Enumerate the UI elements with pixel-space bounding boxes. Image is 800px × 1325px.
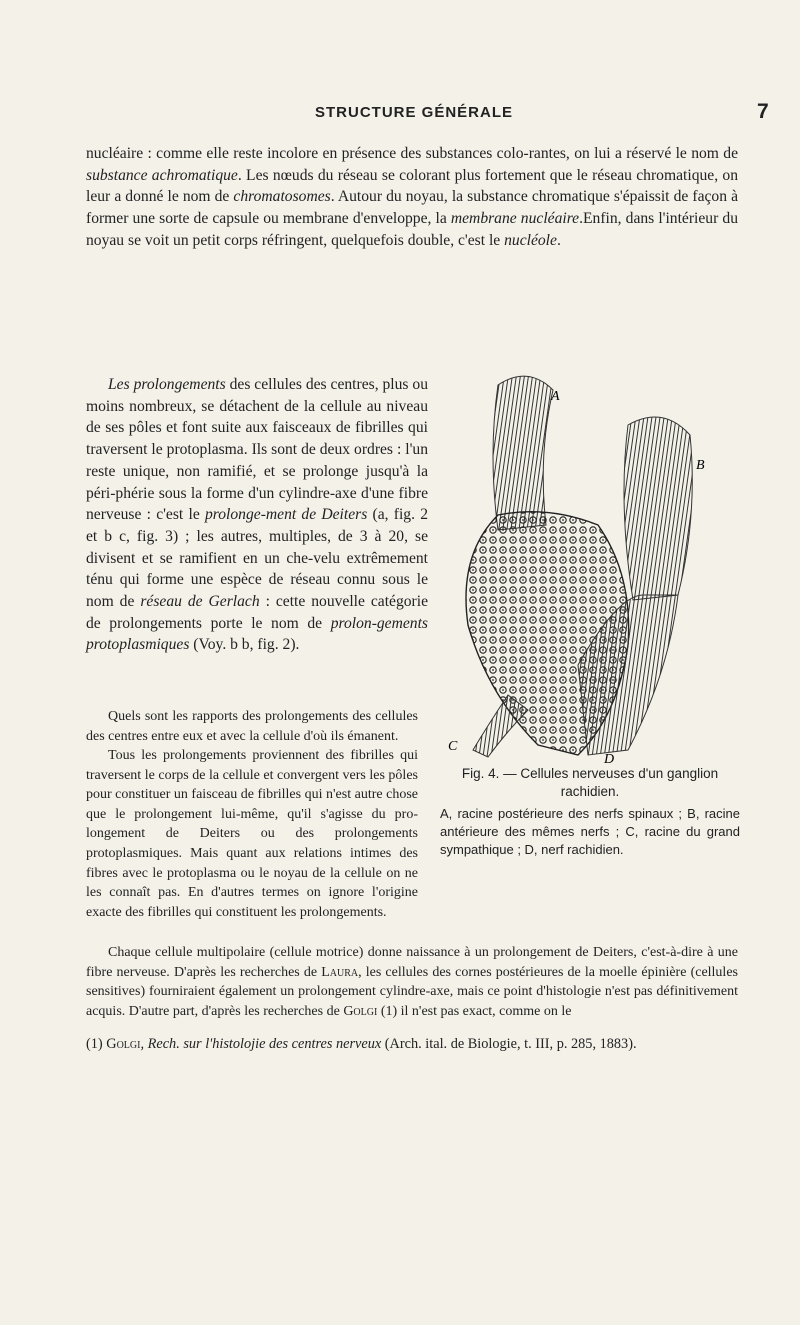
small-paragraph-1: Quels sont les rapports des prolongements des cellules des centres entre eux et avec la cellule d'où ils émanent. [86, 709, 418, 744]
branch-c [473, 695, 528, 757]
root-a [493, 376, 553, 530]
term-prolongements-protoplasmiques: prolon-gements protoplasmiques [86, 614, 428, 654]
figure-ganglion-illustration [428, 365, 746, 765]
term-nucleole: nucléole [504, 231, 557, 249]
prolongements-paragraph [86, 374, 428, 656]
page-number: 7 [757, 100, 769, 123]
figure-caption-title: Fig. 4. — Cellules nerveuses d'un ganglion rachidien. [461, 766, 719, 799]
intro-text: . Autour du noyau, la substance chromatique s'épaissit de façon à former une sorte de capsule ou membrane d'enveloppe, la [86, 188, 738, 228]
label-b: B [696, 458, 705, 473]
label-a: A [551, 389, 560, 404]
footnote-reference: (Arch. ital. de Biologie, t. III, p. 285, 1883). [381, 1036, 637, 1052]
footnote-author: Golgi [106, 1036, 141, 1052]
ganglion-drawing [428, 365, 746, 765]
author-laura: Laura [321, 964, 359, 980]
term-prolongements: Les prolongements [108, 376, 226, 393]
intro-paragraph [86, 143, 738, 252]
figure-caption-body: A, racine postérieure des nerfs spinaux ; B, racine antérieure des mêmes nerfs ; C, racine du grand sympathique ; D, nerf rachidien. [440, 806, 740, 857]
body-text: : cette nouvelle catégorie de prolongements porte le nom de [86, 593, 428, 632]
body-text: Chaque cellule multipolaire (cellule motrice) donne naissance à un prolongement de Deiters, c'est-à-dire à une fibre nerveuse. D'après les recherches de [86, 945, 738, 980]
intro-text: . Les nœuds du réseau se colorant plus fortement que le réseau chromatique, on leur a donné le nom de [86, 166, 738, 206]
footnote [86, 1035, 738, 1054]
small-paragraph-3 [86, 943, 738, 1021]
body-text: (Voy. b b, fig. 2). [189, 636, 300, 654]
body-text: (a, fig. 2 et b c, fig. 3) ; les autres, multiples, de 3 à 20, se divisent et se ramifient en un che-velu extrêmement ténu qui forme une espèce de réseau connu sous le nom de [86, 506, 428, 611]
term-membrane-nucleaire: membrane nucléaire [450, 210, 580, 228]
intro-text: nucléaire : comme elle reste incolore en présence des substances colo-rantes, on lui a réservé le nom de [86, 145, 738, 162]
intro-text: .Enfin, dans l'intérieur du noyau se voit un petit corps réfringent, quelquefois double, c'est le [86, 210, 738, 249]
term-reseau-gerlach: réseau de Gerlach [140, 593, 260, 611]
term-substance-achromatique: substance achromatique [86, 166, 238, 184]
body-text: , les cellules des cornes postérieures de la moelle épinière (cellules sensitives) fourniraient également un prolongement cylindre-axe, mais ce point d'histologie n'est pas définitivement acquis. D'autre part, d'après les recherches de [86, 964, 738, 1019]
root-b [624, 417, 692, 600]
label-c: C [448, 739, 458, 754]
body-text: (1) il n'est pas exact, comme on le [377, 1003, 572, 1019]
term-prolongement-deiters: prolonge-ment de Deiters [204, 506, 368, 524]
footnote-number: (1) [86, 1036, 107, 1052]
body-text: des cellules des centres, plus ou moins nombreux, se détachent de la cellule au niveau de ses pôles et font suite aux faisceaux de fibrilles qui traversent le protoplasma. Ils sont de deux ordres : l'un reste unique, non ramifié, et se prolonge jusqu'à la péri-phérie sous la forme d'un cylindre-axe d'une fibre nerveuse : c'est le [86, 376, 428, 524]
page-header [0, 100, 800, 132]
running-title: STRUCTURE GÉNÉRALE [315, 104, 514, 121]
footnote-title: , Rech. sur l'histolojie des centres nerveux [140, 1036, 382, 1052]
small-paragraph-2: Tous les prolongements proviennent des fibrilles qui traversent le corps de la cellule et convergent vers les pôles pour constituer un faisceau de fibrilles qui n'est autre chose que le prolongement lui-même, qu'il s'agisse du pro-longement de Deiters ou des prolongements protoplasmiques. Mais quant aux relations intimes des fibres avec le protoplasma ou le noyau de la cellule on ne les connaît pas. En d'autres termes on ignore l'origine exacte des fibrilles qui constituent les prolongements. [86, 748, 418, 920]
intro-text: . [556, 231, 561, 249]
author-golgi: Golgi [343, 1003, 378, 1019]
label-d: D [604, 752, 615, 765]
term-chromatosomes: chromatosomes [233, 188, 331, 206]
